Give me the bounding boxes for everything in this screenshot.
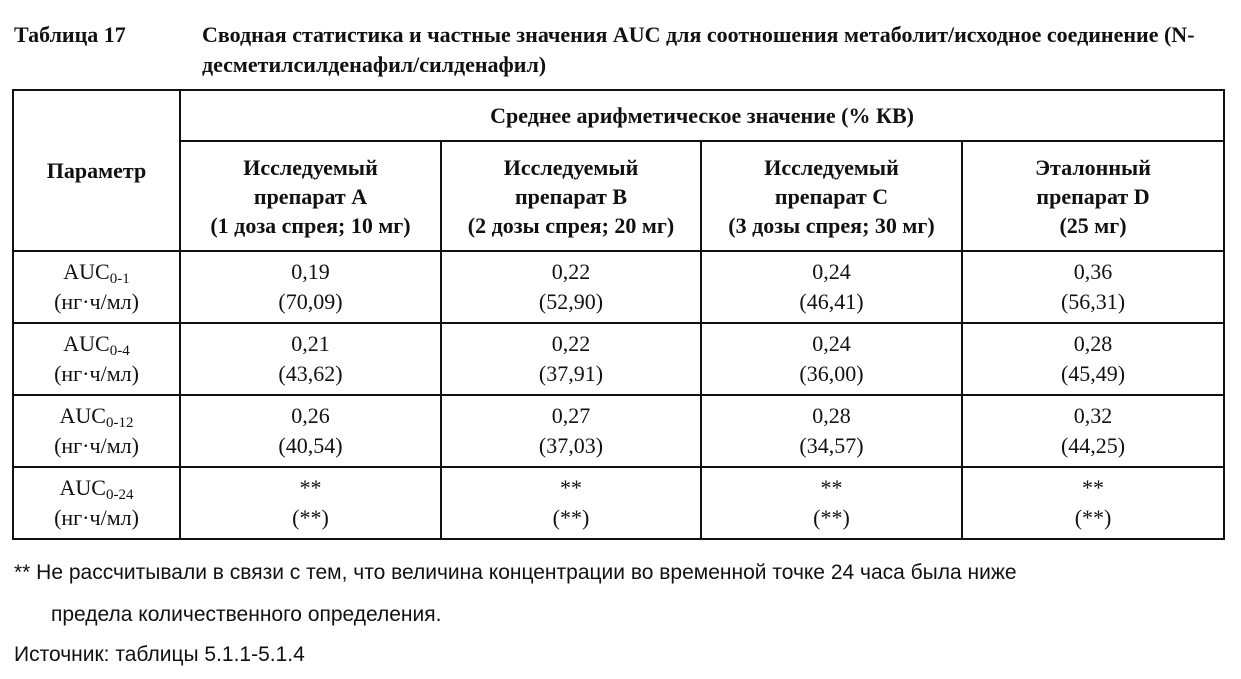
column-header-line: Исследуемый — [764, 154, 899, 180]
param-label — [14, 329, 179, 359]
value-cell — [962, 467, 1224, 539]
cv-value: (**) — [1074, 505, 1112, 530]
mean-value: ** — [299, 475, 322, 500]
mean-value: 0,24 — [812, 259, 851, 284]
table-row — [13, 323, 1224, 395]
column-header-line: (3 дозы спрея; 30 мг) — [728, 212, 935, 238]
param-header: Параметр — [13, 90, 180, 251]
cv-value: (**) — [813, 505, 850, 530]
cv-value: (46,41) — [799, 289, 864, 314]
group-header: Среднее арифметическое значение (% КВ) — [180, 90, 1224, 141]
value-cell — [962, 395, 1224, 467]
mean-value: 0,22 — [551, 331, 591, 356]
param-cell — [13, 251, 180, 323]
param-subscript: 0-12 — [105, 415, 134, 431]
param-cell — [13, 467, 180, 539]
value-cell — [701, 395, 962, 467]
mean-value: 0,19 — [291, 259, 330, 284]
table-header-row — [13, 90, 1224, 141]
mean-value: 0,28 — [812, 403, 851, 428]
value-cell — [962, 251, 1224, 323]
mean-value: 0,32 — [1073, 403, 1113, 428]
param-name: AUC — [63, 259, 110, 284]
cv-value: (52,90) — [538, 289, 604, 314]
cv-value: (43,62) — [278, 361, 343, 386]
param-name: AUC — [59, 403, 106, 428]
param-label — [14, 401, 179, 431]
value-cell — [962, 323, 1224, 395]
cv-value: (40,54) — [278, 433, 343, 458]
param-cell — [13, 323, 180, 395]
cv-value: (44,25) — [1060, 433, 1126, 458]
cv-value: (**) — [292, 505, 329, 530]
param-subscript: 0-24 — [105, 487, 134, 503]
value-cell — [441, 323, 701, 395]
value-cell — [441, 467, 701, 539]
value-cell — [180, 251, 441, 323]
table-title: Сводная статистика и частные значения AUC для соотношения метаболит/исходное соединение (N-десметилсилденафил/силденафил) — [202, 22, 1195, 77]
mean-value: 0,21 — [291, 331, 330, 356]
cv-value: (36,00) — [799, 361, 864, 386]
footnote — [14, 552, 1229, 636]
column-header-line: Исследуемый — [243, 154, 378, 180]
table-number: Таблица 17 — [14, 22, 126, 47]
cv-value: (45,49) — [1060, 361, 1126, 386]
param-unit: (нг·ч/мл) — [54, 361, 139, 386]
param-unit: (нг·ч/мл) — [54, 289, 139, 314]
source-note: Источник: таблицы 5.1.1-5.1.4 — [14, 643, 305, 666]
footnote-line: предела количественного определения. — [51, 603, 442, 626]
value-cell — [180, 323, 441, 395]
value-cell — [180, 395, 441, 467]
mean-value: 0,27 — [551, 403, 591, 428]
column-header-a — [180, 141, 441, 251]
table-subheader-row — [13, 141, 1224, 251]
column-header-line: Исследуемый — [503, 154, 639, 180]
column-header-line: Эталонный — [1035, 154, 1151, 180]
param-label — [14, 257, 179, 287]
mean-value: 0,36 — [1073, 259, 1113, 284]
param-unit: (нг·ч/мл) — [54, 433, 139, 458]
cv-value: (34,57) — [799, 433, 864, 458]
footnote-line: ** Не рассчитывали в связи с тем, что величина концентрации во временной точке 24 часа была ниже — [14, 561, 1017, 584]
value-cell — [701, 467, 962, 539]
value-cell — [180, 467, 441, 539]
column-header-b — [441, 141, 701, 251]
param-subscript: 0-1 — [109, 271, 130, 287]
column-header-line: (1 доза спрея; 10 мг) — [210, 212, 411, 238]
mean-value: 0,26 — [291, 403, 330, 428]
column-header-line: препарат B — [515, 183, 627, 209]
column-header-line: препарат D — [1036, 183, 1150, 209]
cv-value: (37,03) — [538, 433, 604, 458]
param-unit: (нг·ч/мл) — [54, 505, 139, 530]
table-row — [13, 467, 1224, 539]
cv-value: (**) — [552, 505, 590, 530]
param-name: AUC — [59, 475, 106, 500]
column-header-line: препарат C — [774, 183, 889, 209]
column-header-line: препарат A — [253, 183, 368, 209]
column-header-line: (25 мг) — [1059, 212, 1127, 238]
value-cell — [701, 323, 962, 395]
mean-value: ** — [820, 475, 843, 500]
param-label — [14, 473, 179, 503]
table-row — [13, 395, 1224, 467]
cv-value: (56,31) — [1060, 289, 1126, 314]
mean-value: ** — [560, 475, 582, 500]
mean-value: 0,22 — [551, 259, 591, 284]
param-subscript: 0-4 — [109, 343, 130, 359]
value-cell — [441, 395, 701, 467]
value-cell — [701, 251, 962, 323]
auc-ratio-table — [12, 89, 1225, 540]
cv-value: (70,09) — [278, 289, 343, 314]
column-header-d — [962, 141, 1224, 251]
table-row — [13, 251, 1224, 323]
mean-value: 0,24 — [812, 331, 851, 356]
param-cell — [13, 395, 180, 467]
column-header-c — [701, 141, 962, 251]
cv-value: (37,91) — [538, 361, 604, 386]
mean-value: ** — [1082, 475, 1105, 500]
param-name: AUC — [63, 331, 110, 356]
value-cell — [441, 251, 701, 323]
mean-value: 0,28 — [1073, 331, 1113, 356]
column-header-line: (2 дозы спрея; 20 мг) — [467, 212, 675, 238]
